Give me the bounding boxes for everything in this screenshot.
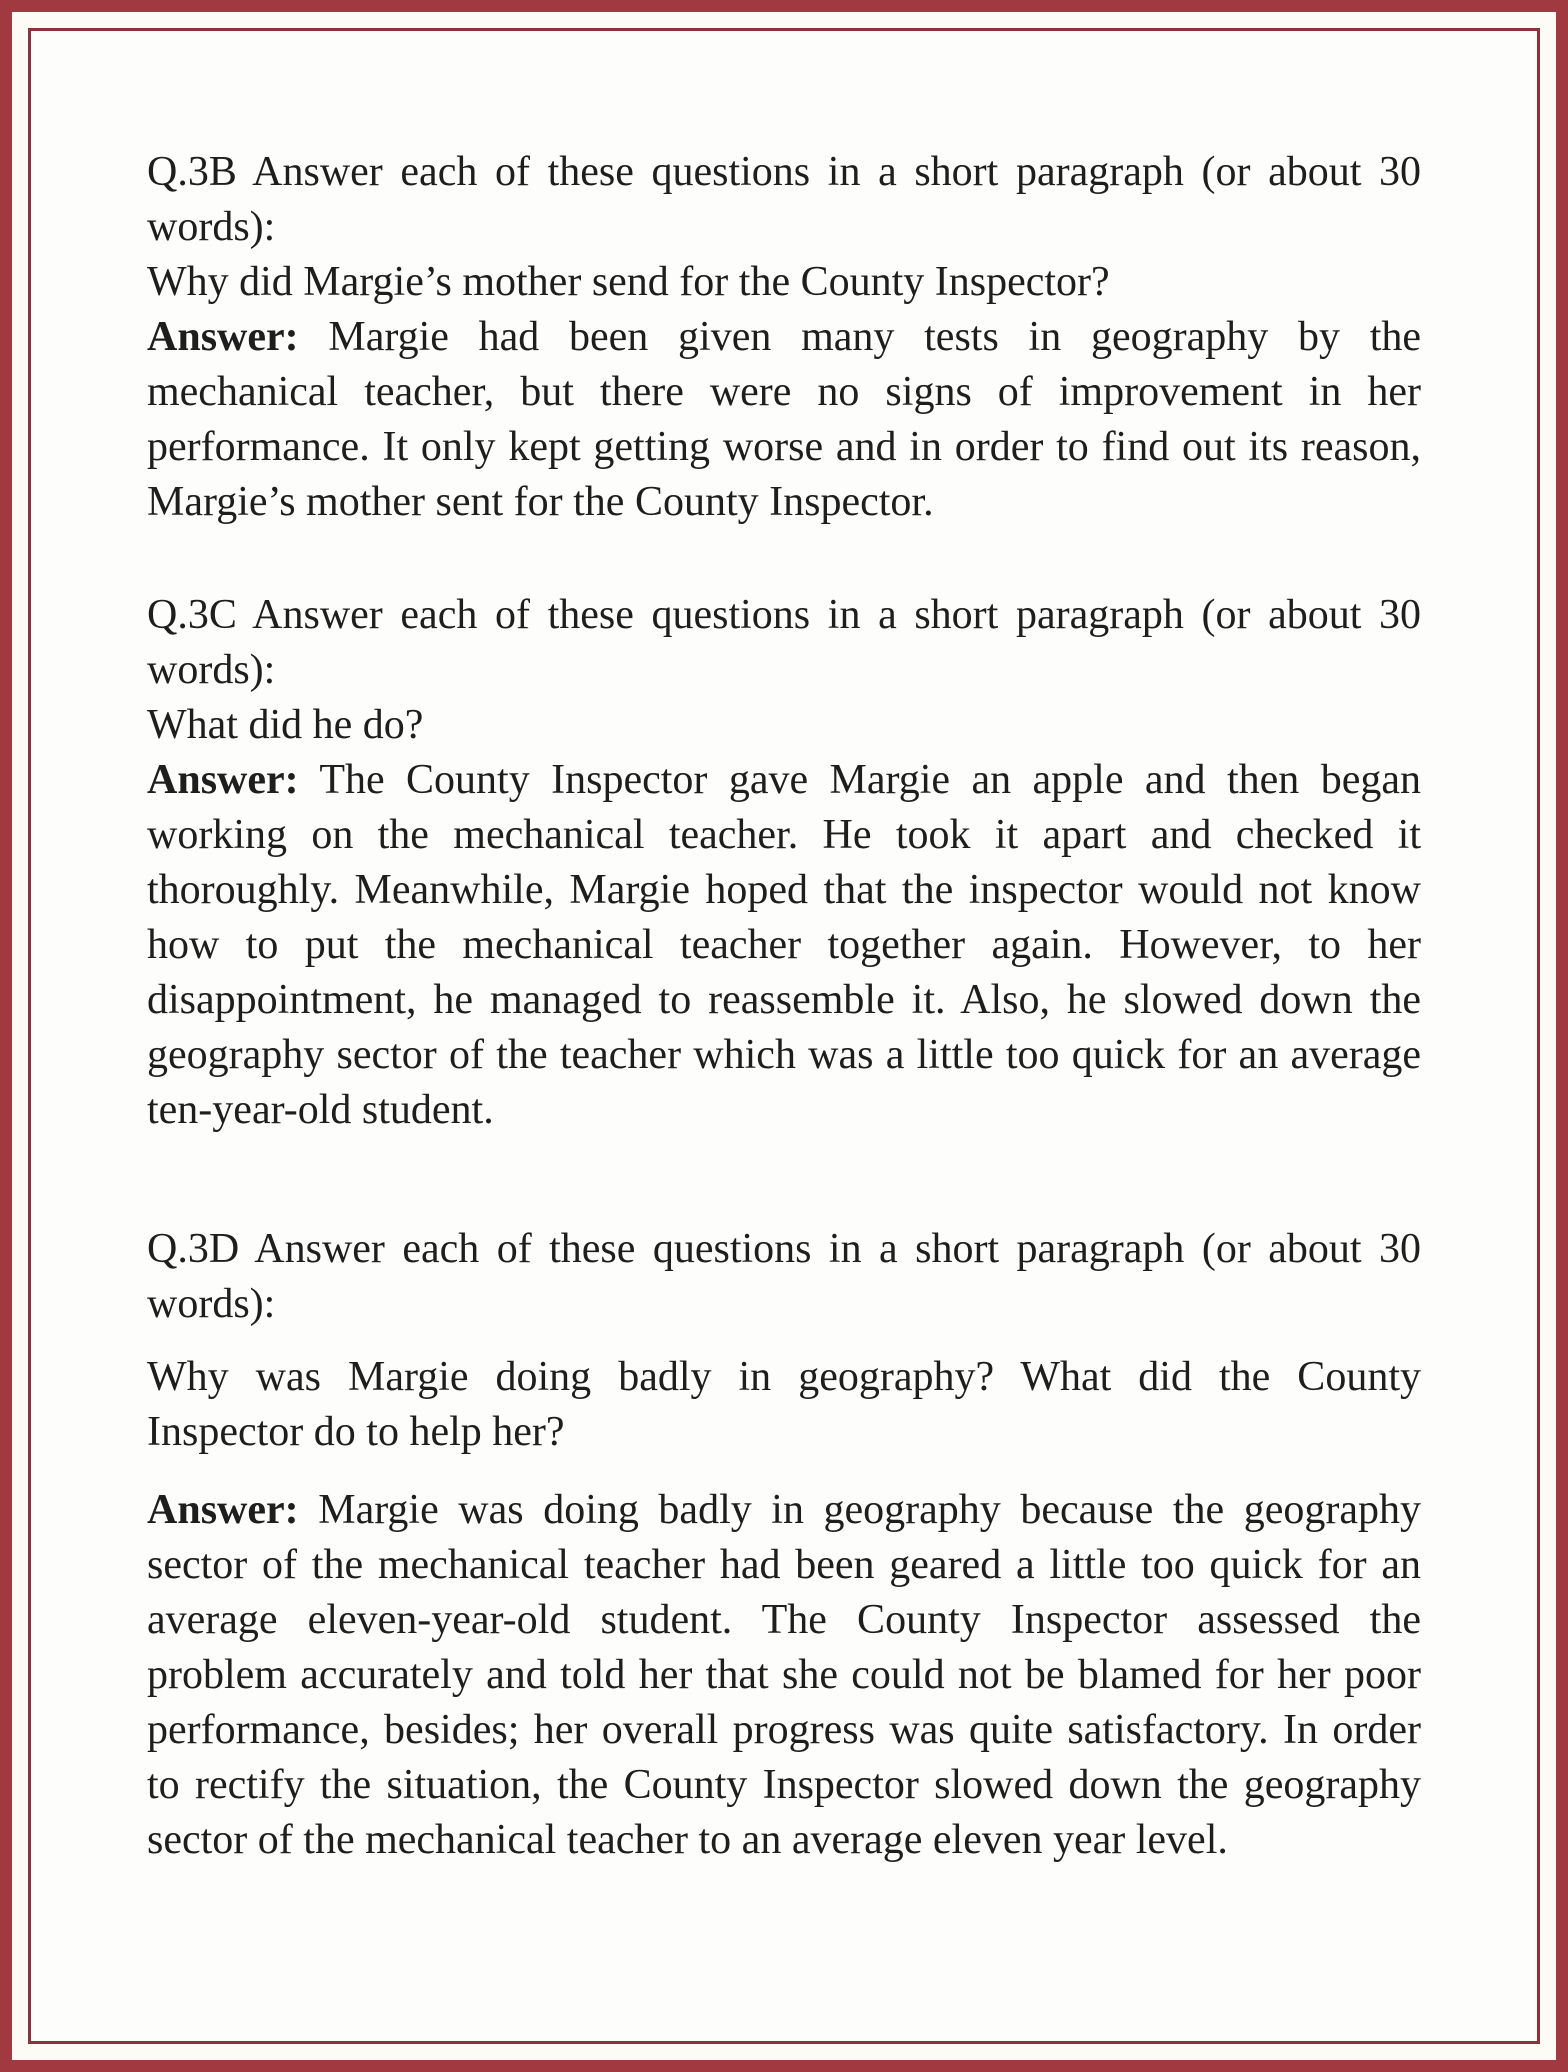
text-line: sector of the mechanical teacher to an average eleven year level. — [147, 1817, 1228, 1863]
q3d-answer — [147, 1483, 1421, 1868]
q3d-heading — [147, 1222, 1421, 1332]
q3d-question — [147, 1350, 1421, 1460]
answer-text: The County Inspector gave Margie an apple and then began — [319, 757, 1421, 803]
text-line — [147, 310, 1421, 365]
text-line: Q.3B Answer each of these questions in a short paragraph (or about 30 — [147, 149, 1421, 195]
text-line: disappointment, he managed to reassemble it. Also, he slowed down the — [147, 977, 1421, 1023]
text-line: working on the mechanical teacher. He took it apart and checked it — [147, 812, 1421, 858]
text-line — [147, 753, 1421, 808]
text-line: Why did Margie’s mother send for the County Inspector? — [147, 259, 1110, 305]
text-line: thoroughly. Meanwhile, Margie hoped that the inspector would not know — [147, 867, 1421, 913]
text-line: Inspector do to help her? — [147, 1409, 565, 1455]
q3c-question — [147, 698, 1421, 753]
answer-label: Answer: — [147, 1487, 299, 1533]
text-line: Q.3C Answer each of these questions in a short paragraph (or about 30 — [147, 592, 1421, 638]
text-line: how to put the mechanical teacher together again. However, to her — [147, 922, 1421, 968]
text-line: average eleven-year-old student. The County Inspector assessed the — [147, 1597, 1421, 1643]
section-q3c — [147, 588, 1421, 1138]
text-line: words): — [147, 647, 276, 693]
text-line: words): — [147, 204, 276, 250]
page-inner-border — [28, 28, 1540, 2044]
answer-label: Answer: — [147, 757, 299, 803]
q3b-question — [147, 255, 1421, 310]
section-q3d — [147, 1222, 1421, 1868]
text-line: problem accurately and told her that she could not be blamed for her poor — [147, 1652, 1421, 1698]
answer-text: Margie was doing badly in geography because the geography — [318, 1487, 1421, 1533]
text-line — [147, 1483, 1421, 1538]
text-line: What did he do? — [147, 702, 424, 748]
text-line: mechanical teacher, but there were no signs of improvement in her — [147, 369, 1421, 415]
section-q3b — [147, 145, 1421, 530]
text-line: words): — [147, 1281, 276, 1327]
q3b-answer — [147, 310, 1421, 530]
q3c-heading — [147, 588, 1421, 698]
page-border-gap — [12, 12, 1556, 2060]
text-line: geography sector of the teacher which was a little too quick for an average — [147, 1032, 1421, 1078]
text-line: Why was Margie doing badly in geography? What did the County — [147, 1354, 1421, 1400]
text-line: to rectify the situation, the County Inspector slowed down the geography — [147, 1762, 1421, 1808]
text-line: Q.3D Answer each of these questions in a short paragraph (or about 30 — [147, 1226, 1421, 1272]
q3b-heading — [147, 145, 1421, 255]
answer-label: Answer: — [147, 314, 299, 360]
q3c-answer — [147, 753, 1421, 1138]
text-line: Margie’s mother sent for the County Inspector. — [147, 479, 934, 525]
document-page — [31, 31, 1537, 2041]
text-line: performance, besides; her overall progress was quite satisfactory. In order — [147, 1707, 1421, 1753]
text-line: sector of the mechanical teacher had been geared a little too quick for an — [147, 1542, 1421, 1588]
text-line: ten-year-old student. — [147, 1087, 494, 1133]
text-line: performance. It only kept getting worse and in order to find out its reason, — [147, 424, 1421, 470]
answer-text: Margie had been given many tests in geography by the — [328, 314, 1422, 360]
